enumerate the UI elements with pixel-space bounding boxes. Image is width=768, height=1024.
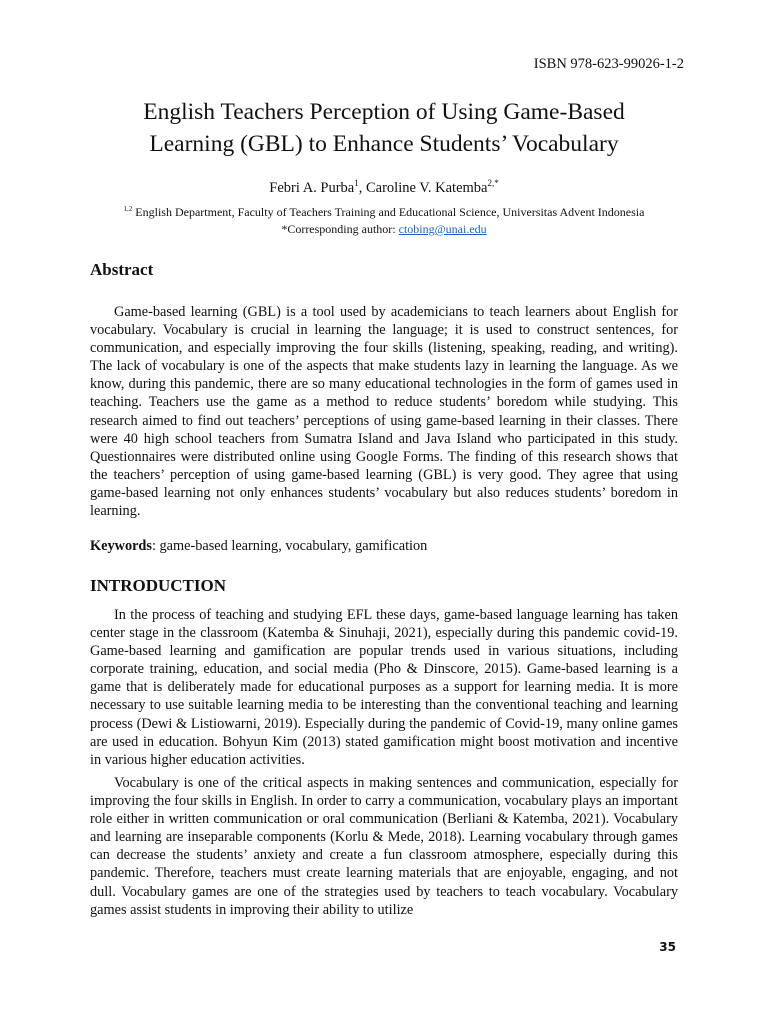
affiliation-text: English Department, Faculty of Teachers Training and Educational Science, Universitas Advent Indonesia: [132, 205, 645, 219]
page-number: 35: [659, 940, 676, 954]
abstract-paragraph: Game-based learning (GBL) is a tool used by academicians to teach learners about English for vocabulary. Vocabulary is crucial in learning the language; it is used to construct sentences, for communication, and especially improving the four skills (listening, speaking, reading, and writing). The lack of vocabulary is one of the aspects that make students lazy in learning the language. As we know, during this pandemic, there are so many educational technologies in the form of games used in teaching. Teachers use the game as a method to reduce students’ boredom while studying. This research aimed to find out teachers’ perceptions of using game-based learning in their classes. There were 40 high school teachers from Sumatra Island and Java Island who participated in this study. Questionnaires were distributed online using Google Forms. The finding of this research shows that the teachers’ perception of using game-based learning (GBL) is very good. They agree that using game-based learning not only enhances students’ vocabulary but also reduces students’ boredom in learning.: [90, 304, 678, 520]
author-list: [90, 180, 678, 197]
introduction-heading: INTRODUCTION: [90, 576, 227, 595]
keywords-text: : game-based learning, vocabulary, gamification: [151, 538, 428, 554]
author-separator: ,: [358, 180, 366, 196]
affiliation-marker: 1,2: [123, 205, 133, 213]
abstract-heading: Abstract: [90, 260, 154, 279]
author-affiliation-marker: 2,*: [487, 178, 499, 189]
affiliation: [90, 205, 678, 220]
keywords-line: [90, 537, 678, 555]
paper-title-line-2: Learning (GBL) to Enhance Students’ Vocabulary: [149, 131, 619, 157]
corresponding-author-label: *Corresponding author:: [281, 222, 399, 236]
corresponding-email-link[interactable]: ctobing@unai.edu: [398, 222, 487, 236]
isbn-header: ISBN 978-623-99026-1-2: [533, 56, 684, 72]
introduction-paragraph-1: In the process of teaching and studying EFL these days, game-based language learning has taken center stage in the classroom (Katemba & Sinuhaji, 2021), especially during this pandemic covid-19. Game-based learning and gamification are popular trends used in various situations, including corporate training, education, and social media (Pho & Dinscore, 2015). Game-based learning is a game that is deliberately made for educational purposes as a support for learning media. It is more necessary to use suitable learning media to be interesting than the conventional teaching and learning process (Dewi & Listiowarni, 2019). Especially during the pandemic of Covid-19, many online games are used in education. Bohyun Kim (2013) stated gamification might boost motivation and incentive in various higher education activities.: [90, 607, 678, 768]
author-name: Caroline V. Katemba: [366, 180, 488, 196]
author-name: Febri A. Purba: [269, 180, 355, 196]
introduction-paragraph-2: Vocabulary is one of the critical aspects in making sentences and communication, especially for improving the four skills in English. In order to carry a communication, vocabulary plays an important role either in written communication or oral communication (Berliani & Katemba, 2021). Vocabulary and learning are inseparable components (Korlu & Mede, 2018). Learning vocabulary through games can decrease the students’ anxiety and create a fun classroom atmosphere, especially during this pandemic. Therefore, teachers must create learning materials that are enjoyable, engaging, and not dull. Vocabulary games are one of the strategies used by teachers to teach vocabulary. Vocabulary games assist students in improving their ability to utilize: [90, 775, 678, 918]
keywords-label: Keywords: [90, 538, 152, 554]
corresponding-author: [90, 222, 678, 237]
paper-title: [90, 96, 678, 160]
paper-title-line-1: English Teachers Perception of Using Game-Based: [143, 99, 625, 125]
author-affiliation-marker: 1: [354, 178, 359, 189]
